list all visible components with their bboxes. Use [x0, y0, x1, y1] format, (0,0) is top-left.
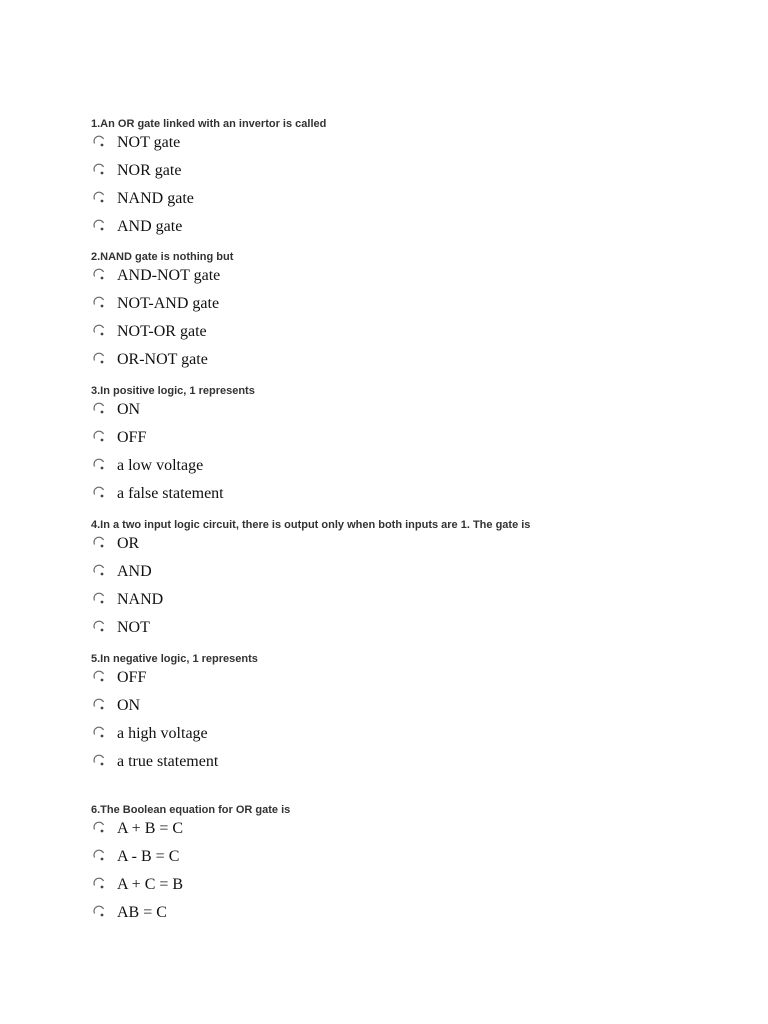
- option-4-4[interactable]: [91, 616, 731, 644]
- radio-button-icon[interactable]: [92, 134, 106, 148]
- option-label: NOR gate: [117, 162, 182, 179]
- question-5: [91, 652, 731, 778]
- option-label: ON: [117, 697, 141, 714]
- option-label: NOT-AND gate: [117, 295, 220, 312]
- radio-button-icon[interactable]: [92, 323, 106, 337]
- option-label: AB = C: [117, 904, 167, 921]
- option-4-1[interactable]: [91, 532, 731, 560]
- question-text: 1.An OR gate linked with an invertor is called: [91, 118, 327, 130]
- question-6: [91, 803, 731, 929]
- radio-button-icon[interactable]: [92, 267, 106, 281]
- option-3-4[interactable]: [91, 482, 731, 510]
- option-label: AND-NOT gate: [117, 267, 221, 284]
- option-label: a low voltage: [117, 457, 204, 474]
- option-label: a false statement: [117, 485, 224, 502]
- option-5-2[interactable]: [91, 694, 731, 722]
- option-label: NAND gate: [117, 190, 194, 207]
- option-1-3[interactable]: [91, 187, 731, 215]
- radio-button-icon[interactable]: [92, 485, 106, 499]
- option-2-4[interactable]: [91, 348, 731, 376]
- option-1-1[interactable]: [91, 131, 731, 159]
- question-text: 5.In negative logic, 1 represents: [91, 653, 258, 665]
- question-text: 3.In positive logic, 1 represents: [91, 385, 255, 397]
- question-3: [91, 384, 731, 510]
- option-5-1[interactable]: [91, 666, 731, 694]
- radio-button-icon[interactable]: [92, 563, 106, 577]
- option-label: a high voltage: [117, 725, 208, 742]
- question-text: 4.In a two input logic circuit, there is output only when both inputs are 1. The gate is: [91, 519, 531, 531]
- radio-button-icon[interactable]: [92, 725, 106, 739]
- option-label: AND: [117, 563, 152, 580]
- option-1-2[interactable]: [91, 159, 731, 187]
- radio-button-icon[interactable]: [92, 753, 106, 767]
- option-label: ON: [117, 401, 141, 418]
- radio-button-icon[interactable]: [92, 295, 106, 309]
- question-text: 2.NAND gate is nothing but: [91, 251, 234, 263]
- option-label: A + B = C: [117, 820, 184, 837]
- radio-button-icon[interactable]: [92, 401, 106, 415]
- radio-button-icon[interactable]: [92, 457, 106, 471]
- radio-button-icon[interactable]: [92, 535, 106, 549]
- question-1: [91, 117, 731, 243]
- radio-button-icon[interactable]: [92, 904, 106, 918]
- radio-button-icon[interactable]: [92, 190, 106, 204]
- option-4-2[interactable]: [91, 560, 731, 588]
- option-label: OFF: [117, 429, 147, 446]
- option-label: NAND: [117, 591, 164, 608]
- radio-button-icon[interactable]: [92, 848, 106, 862]
- radio-button-icon[interactable]: [92, 351, 106, 365]
- radio-button-icon[interactable]: [92, 218, 106, 232]
- radio-button-icon[interactable]: [92, 591, 106, 605]
- option-label: NOT: [117, 619, 150, 636]
- radio-button-icon[interactable]: [92, 669, 106, 683]
- option-3-2[interactable]: [91, 426, 731, 454]
- option-6-4[interactable]: [91, 901, 731, 929]
- radio-button-icon[interactable]: [92, 429, 106, 443]
- question-4: [91, 518, 731, 644]
- radio-button-icon[interactable]: [92, 619, 106, 633]
- option-5-4[interactable]: [91, 750, 731, 778]
- option-label: NOT gate: [117, 134, 181, 151]
- radio-button-icon[interactable]: [92, 820, 106, 834]
- question-2: [91, 250, 731, 376]
- option-label: OFF: [117, 669, 147, 686]
- option-label: NOT-OR gate: [117, 323, 207, 340]
- option-label: OR: [117, 535, 140, 552]
- option-3-3[interactable]: [91, 454, 731, 482]
- radio-button-icon[interactable]: [92, 876, 106, 890]
- option-3-1[interactable]: [91, 398, 731, 426]
- option-6-3[interactable]: [91, 873, 731, 901]
- option-2-3[interactable]: [91, 320, 731, 348]
- option-6-2[interactable]: [91, 845, 731, 873]
- option-2-1[interactable]: [91, 264, 731, 292]
- option-4-3[interactable]: [91, 588, 731, 616]
- radio-button-icon[interactable]: [92, 697, 106, 711]
- option-label: a true statement: [117, 753, 219, 770]
- option-label: A - B = C: [117, 848, 180, 865]
- question-text: 6.The Boolean equation for OR gate is: [91, 804, 291, 816]
- option-5-3[interactable]: [91, 722, 731, 750]
- option-label: A + C = B: [117, 876, 184, 893]
- radio-button-icon[interactable]: [92, 162, 106, 176]
- option-6-1[interactable]: [91, 817, 731, 845]
- option-1-4[interactable]: [91, 215, 731, 243]
- option-label: OR-NOT gate: [117, 351, 208, 368]
- option-label: AND gate: [117, 218, 183, 235]
- option-2-2[interactable]: [91, 292, 731, 320]
